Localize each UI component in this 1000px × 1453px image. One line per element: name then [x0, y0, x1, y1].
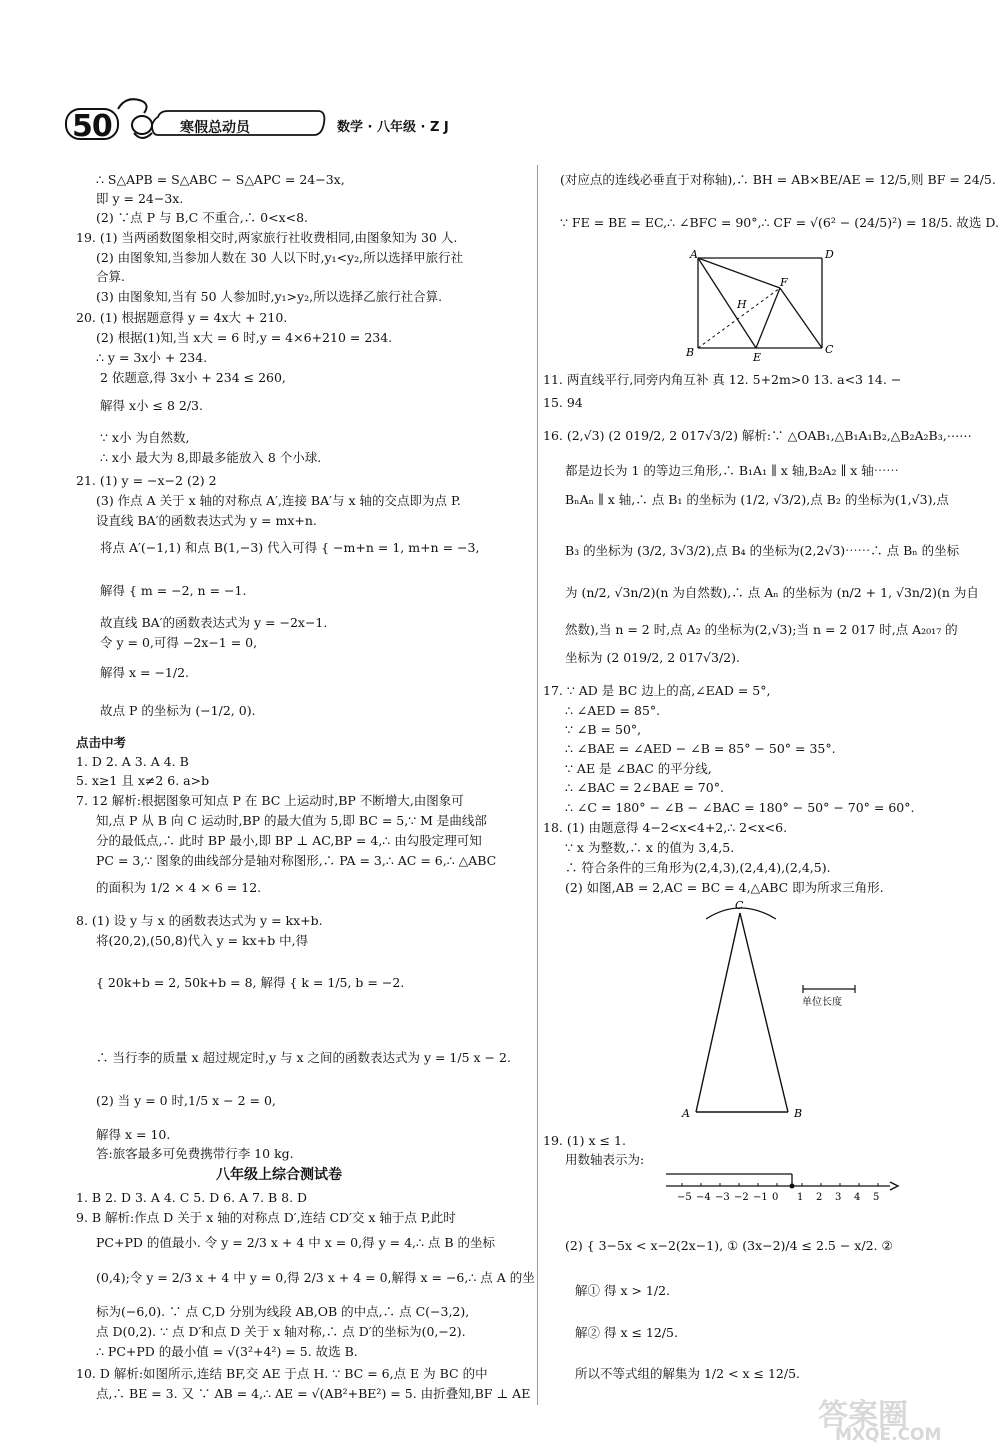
- text-line: 令 y = 0,可得 −2x−1 = 0,: [100, 635, 258, 650]
- text-line: ∴ ∠BAC = 2∠BAE = 70°.: [565, 780, 724, 795]
- text-line: 8. (1) 设 y 与 x 的函数表达式为 y = kx+b.: [76, 913, 323, 928]
- text-line: 点 D(0,2). ∵ 点 D′和点 D 关于 x 轴对称,∴ 点 D′的坐标为(0,−2).: [96, 1324, 466, 1339]
- text-line: 的面积为 1/2 × 4 × 6 = 12.: [96, 880, 262, 895]
- unit-length-label: 单位长度: [802, 997, 842, 1008]
- text-line: 故点 P 的坐标为 (−1/2, 0).: [100, 703, 256, 718]
- watermark-url: MXQE.COM: [835, 1425, 942, 1445]
- text-line: 为 (n/2, √3n/2)(n 为自然数),∴ 点 Aₙ 的坐标为 (n/2 + 1, √3n/2)(n 为自: [565, 585, 979, 600]
- label-f: F: [780, 276, 788, 289]
- text-line: { 20k+b = 2, 50k+b = 8, 解得 { k = 1/5, b = −2.: [96, 975, 405, 990]
- text-line: 用数轴表示为:: [565, 1152, 645, 1167]
- tick-label: 1: [797, 1192, 804, 1203]
- text-line: 1. B 2. D 3. A 4. C 5. D 6. A 7. B 8. D: [76, 1190, 308, 1205]
- text-line: 知,点 P 从 B 向 C 运动时,BP 的最大值为 5,即 BC = 5,∵ M 是曲线部: [96, 813, 487, 828]
- text-line: ∵ x小 为自然数,: [100, 430, 190, 445]
- tick-label: −1: [753, 1192, 768, 1203]
- text-line: 所以不等式组的解集为 1/2 < x ≤ 12/5.: [575, 1366, 801, 1381]
- text-line: ∴ ∠C = 180° − ∠B − ∠BAC = 180° − 50° − 70° = 60°.: [565, 800, 915, 815]
- tick-label: 3: [835, 1192, 842, 1203]
- watermark-logo: 答案圈: [818, 1398, 908, 1433]
- text-line: 21. (1) y = −x−2 (2) 2: [76, 473, 217, 488]
- header-frame: [60, 95, 540, 145]
- text-line: ∴ ∠AED = 85°.: [565, 703, 661, 718]
- text-line: 合算.: [96, 269, 125, 284]
- text-line: B₃ 的坐标为 (3/2, 3√3/2),点 B₄ 的坐标为(2,2√3)⋯⋯∴ 点 Bₙ 的坐标: [565, 543, 960, 558]
- text-line: 1. D 2. A 3. A 4. B: [76, 754, 189, 769]
- book-title: 寒假总动员: [180, 120, 250, 136]
- text-line: 解① 得 x > 1/2.: [575, 1283, 671, 1298]
- text-line: 然数),当 n = 2 时,点 A₂ 的坐标为(2,√3);当 n = 2 017 时,点 A₂₀₁₇ 的: [565, 622, 958, 637]
- text-line: 都是边长为 1 的等边三角形,∴ B₁A₁ ∥ x 轴,B₂A₂ ∥ x 轴⋯⋯: [565, 463, 899, 478]
- text-line: 9. B 解析:作点 D 关于 x 轴的对称点 D′,连结 CD′交 x 轴于点 P,此时: [76, 1210, 456, 1225]
- text-line: 点,∴ BE = 3. 又 ∵ AB = 4,∴ AE = √(AB²+BE²) = 5. 由折叠知,BF ⊥ AE: [96, 1386, 531, 1401]
- label-c: C: [735, 899, 744, 912]
- text-line: (2) 如图,AB = 2,AC = BC = 4,△ABC 即为所求三角形.: [565, 880, 884, 895]
- page-header: [60, 95, 540, 145]
- text-line: ∵ x 为整数,∴ x 的值为 3,4,5.: [565, 840, 735, 855]
- label-a: A: [690, 248, 698, 261]
- text-line: 19. (1) 当两函数图象相交时,两家旅行社收费相同,由图象知为 30 人.: [76, 230, 458, 245]
- text-line: 20. (1) 根据题意得 y = 4x大 + 210.: [76, 310, 288, 325]
- text-line: (3) 作点 A 关于 x 轴的对称点 A′,连接 BA′与 x 轴的交点即为点 P.: [96, 493, 461, 508]
- text-line: ∴ PC+PD 的最小值 = √(3²+4²) = 5. 故选 B.: [96, 1344, 358, 1359]
- column-divider: [537, 165, 538, 1405]
- text-line: 15. 94: [543, 395, 583, 410]
- tick-label: 2: [816, 1192, 823, 1203]
- tick-label: 5: [873, 1192, 880, 1203]
- tick-label: −3: [715, 1192, 730, 1203]
- text-line: (2) 根据(1)知,当 x大 = 6 时,y = 4×6+210 = 234.: [96, 330, 393, 345]
- text-line: ∴ 当行李的质量 x 超过规定时,y 与 x 之间的函数表达式为 y = 1/5 x − 2.: [96, 1050, 511, 1065]
- text-line: 17. ∵ AD 是 BC 边上的高,∠EAD = 5°,: [543, 683, 771, 698]
- label-e: E: [753, 351, 762, 364]
- label-d: D: [825, 248, 834, 261]
- page-number: 50: [72, 109, 112, 144]
- tick-label: −2: [734, 1192, 749, 1203]
- text-line: 解② 得 x ≤ 12/5.: [575, 1325, 678, 1340]
- text-line: (0,4);令 y = 2/3 x + 4 中 y = 0,得 2/3 x + 4 = 0,解得 x = −6,∴ 点 A 的坐: [96, 1270, 535, 1285]
- text-line: ∴ x小 最大为 8,即最多能放入 8 个小球.: [100, 450, 322, 465]
- text-line: 解得 { m = −2, n = −1.: [100, 583, 247, 598]
- text-line: 5. x≥1 且 x≠2 6. a>b: [76, 773, 210, 788]
- text-line: 10. D 解析:如图所示,连结 BF,交 AE 于点 H. ∵ BC = 6,点 E 为 BC 的中: [76, 1366, 488, 1381]
- text-line: 将(20,2),(50,8)代入 y = kx+b 中,得: [96, 933, 309, 948]
- text-line: 分的最低点,∴ 此时 BP 最小,即 BP ⊥ AC,BP = 4,∴ 由勾股定理可知: [96, 833, 482, 848]
- text-line: (3) 由图象知,当有 50 人参加时,y₁>y₂,所以选择乙旅行社合算.: [96, 289, 443, 304]
- tick-label: −4: [696, 1192, 711, 1203]
- text-line: ∴ S△APB = S△ABC − S△APC = 24−3x,: [96, 172, 345, 187]
- label-h: H: [737, 298, 747, 311]
- text-line: 16. (2,√3) (2 019/2, 2 017√3/2) 解析:∵ △OAB₁,△B₁A₁B₂,△B₂A₂B₃,⋯⋯: [543, 428, 972, 443]
- label-a: A: [682, 1107, 690, 1120]
- text-line: (对应点的连线必垂直于对称轴),∴ BH = AB×BE/AE = 12/5,则 BF = 24/5.: [560, 172, 996, 187]
- text-line: 7. 12 解析:根据图象可知点 P 在 BC 上运动时,BP 不断增大,由图象可: [76, 793, 464, 808]
- subject-label: 数学 · 八年级 · Z J: [337, 120, 449, 135]
- text-line: ∴ ∠BAE = ∠AED − ∠B = 85° − 50° = 35°.: [565, 741, 836, 756]
- text-line: PC = 3,∵ 图象的曲线部分是轴对称图形,∴ PA = 3,∴ AC = 6,∴ △ABC: [96, 853, 497, 868]
- tick-label: −5: [677, 1192, 692, 1203]
- text-line: 2 依题意,得 3x小 + 234 ≤ 260,: [100, 370, 286, 385]
- label-b: B: [794, 1107, 803, 1120]
- triangle-figure: [678, 897, 878, 1127]
- label-b: B: [686, 346, 695, 359]
- text-line: 将点 A′(−1,1) 和点 B(1,−3) 代入可得 { −m+n = 1, m+n = −3,: [100, 540, 480, 555]
- text-line: (2) ∵点 P 与 B,C 不重合,∴ 0<x<8.: [96, 210, 309, 225]
- text-line: (2) 当 y = 0 时,1/5 x − 2 = 0,: [96, 1093, 276, 1108]
- text-line: 19. (1) x ≤ 1.: [543, 1133, 626, 1148]
- label-c: C: [825, 343, 834, 356]
- section-title: 八年级上综合测试卷: [216, 1167, 342, 1183]
- text-line: PC+PD 的值最小. 令 y = 2/3 x + 4 中 x = 0,得 y = 4,∴ 点 B 的坐标: [96, 1235, 496, 1250]
- number-line: [662, 1168, 902, 1208]
- text-line: 故直线 BA′的函数表达式为 y = −2x−1.: [100, 615, 328, 630]
- text-line: (2) 由图象知,当参加人数在 30 人以下时,y₁<y₂,所以选择甲旅行社: [96, 250, 464, 265]
- text-line: 解得 x小 ≤ 8 2/3.: [100, 398, 203, 413]
- tick-label: 0: [772, 1192, 779, 1203]
- text-line: (2) { 3−5x < x−2(2x−1), ① (3x−2)/4 ≤ 2.5 − x/2. ②: [565, 1238, 893, 1253]
- tick-label: 4: [854, 1192, 861, 1203]
- text-line: 即 y = 24−3x.: [96, 191, 184, 206]
- text-line: 答:旅客最多可免费携带行李 10 kg.: [96, 1146, 294, 1161]
- text-line: ∵ AE 是 ∠BAC 的平分线,: [565, 761, 712, 776]
- text-line: ∴ 符合条件的三角形为(2,4,3),(2,4,4),(2,4,5).: [565, 860, 831, 875]
- text-line: ∵ FE = BE = EC,∴ ∠BFC = 90°,∴ CF = √(6² − (24/5)²) = 18/5. 故选 D.: [560, 215, 999, 230]
- text-line: ∴ y = 3x小 + 234.: [96, 350, 208, 365]
- text-line: 解得 x = 10.: [96, 1127, 171, 1142]
- text-line: ∵ ∠B = 50°,: [565, 722, 642, 737]
- text-line: 11. 两直线平行,同旁内角互补 真 12. 5+2m>0 13. a<3 14. −: [543, 372, 902, 387]
- rectangle-figure: [680, 246, 850, 376]
- text-line: BₙAₙ ∥ x 轴,∴ 点 B₁ 的坐标为 (1/2, √3/2),点 B₂ 的坐标为(1,√3),点: [565, 492, 949, 507]
- text-line: 解得 x = −1/2.: [100, 665, 190, 680]
- text-line: 标为(−6,0). ∵ 点 C,D 分别为线段 AB,OB 的中点,∴ 点 C(−3,2),: [96, 1304, 470, 1319]
- section-title: 点击中考: [76, 735, 127, 750]
- text-line: 坐标为 (2 019/2, 2 017√3/2).: [565, 650, 740, 665]
- text-line: 设直线 BA′的函数表达式为 y = mx+n.: [96, 513, 317, 528]
- text-line: 18. (1) 由题意得 4−2<x<4+2,∴ 2<x<6.: [543, 820, 788, 835]
